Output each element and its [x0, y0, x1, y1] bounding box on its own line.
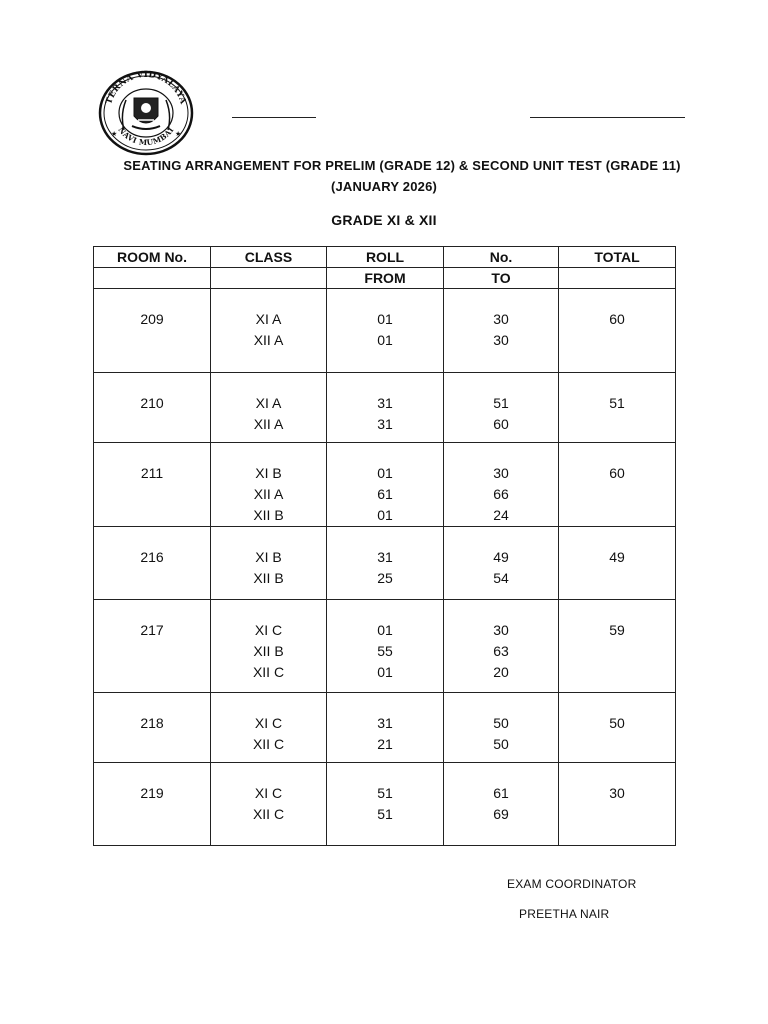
- roll-to-cell: [444, 373, 559, 443]
- roll-from-cell: [327, 527, 444, 600]
- document-title: SEATING ARRANGEMENT FOR PRELIM (GRADE 12) & SECOND UNIT TEST (GRADE 11): [123, 158, 681, 173]
- header-class: CLASS: [211, 247, 327, 268]
- roll-from-cell-value: 01: [377, 506, 393, 523]
- class-cell-value: XI B: [255, 549, 282, 565]
- table-row: [94, 763, 676, 846]
- class-cell-value: XII C: [252, 805, 285, 822]
- roll-to-cell: [444, 289, 559, 373]
- roll-to-cell: [444, 763, 559, 846]
- total-cell: [559, 373, 676, 443]
- total-cell-value: 60: [609, 465, 625, 481]
- roll-to-cell-value: 61: [493, 785, 509, 801]
- roll-from-cell-value: 51: [377, 785, 393, 801]
- room-cell-value: 218: [140, 715, 164, 731]
- seating-table: [93, 246, 676, 846]
- class-cell-value: XII B: [253, 569, 284, 586]
- total-cell: [559, 763, 676, 846]
- roll-to-cell-value: 63: [493, 642, 509, 659]
- roll-from-cell-value: 61: [377, 485, 393, 502]
- table-row: [94, 600, 676, 693]
- class-cell: [211, 443, 327, 527]
- table-row: [94, 373, 676, 443]
- roll-from-cell-value: 01: [377, 311, 393, 327]
- room-cell: [94, 763, 211, 846]
- coordinator-name: PREETHA NAIR: [519, 907, 610, 921]
- svg-text:TERNA VIDYALAYA: TERNA VIDYALAYA: [104, 70, 188, 106]
- roll-to-cell-value: 24: [493, 506, 509, 523]
- roll-to-cell-value: 60: [493, 415, 509, 432]
- header-no: No.: [444, 247, 559, 268]
- room-cell-value: 209: [140, 311, 164, 327]
- roll-to-cell-value: 30: [493, 331, 509, 348]
- class-cell-value: XI B: [255, 465, 282, 481]
- class-cell-value: XII C: [252, 735, 285, 752]
- total-cell: [559, 527, 676, 600]
- roll-to-cell-value: 69: [493, 805, 509, 822]
- room-cell: [94, 527, 211, 600]
- room-cell-value: 211: [140, 465, 164, 481]
- header-total: TOTAL: [559, 247, 676, 268]
- roll-to-cell-value: 30: [493, 622, 509, 638]
- table-row: [94, 527, 676, 600]
- roll-to-cell-value: 30: [493, 465, 509, 481]
- roll-to-cell: [444, 527, 559, 600]
- roll-to-cell: [444, 693, 559, 763]
- header-row: [94, 247, 676, 268]
- subheader-empty-total: [559, 268, 676, 289]
- roll-from-cell-value: 31: [377, 549, 393, 565]
- total-cell-value: 51: [609, 395, 625, 411]
- total-cell-value: 30: [609, 785, 625, 801]
- class-cell: [211, 763, 327, 846]
- svg-text:★: ★: [175, 131, 182, 138]
- table-row: [94, 443, 676, 527]
- total-cell: [559, 600, 676, 693]
- total-cell-value: 49: [609, 549, 625, 565]
- class-cell: [211, 600, 327, 693]
- total-cell-value: 50: [609, 715, 625, 731]
- roll-from-cell-value: 31: [377, 395, 393, 411]
- roll-from-cell-value: 01: [377, 331, 393, 348]
- roll-to-cell-value: 30: [493, 311, 509, 327]
- roll-from-cell: [327, 693, 444, 763]
- class-cell-value: XI C: [254, 622, 283, 638]
- class-cell-value: XII B: [253, 506, 284, 523]
- room-cell: [94, 373, 211, 443]
- signature-line-right: [530, 117, 685, 118]
- subheader-from: FROM: [327, 268, 444, 289]
- class-cell-value: XII A: [253, 485, 284, 502]
- seating-table-body: [94, 289, 676, 846]
- total-cell-value: 60: [609, 311, 625, 327]
- class-cell: [211, 693, 327, 763]
- room-cell: [94, 600, 211, 693]
- room-cell-value: 217: [140, 622, 164, 638]
- roll-to-cell-value: 66: [493, 485, 509, 502]
- class-cell-value: XII A: [253, 415, 284, 432]
- roll-to-cell: [444, 600, 559, 693]
- room-cell: [94, 693, 211, 763]
- roll-to-cell-value: 51: [493, 395, 509, 411]
- total-cell-value: 59: [609, 622, 625, 638]
- roll-from-cell-value: 31: [377, 715, 393, 731]
- room-cell-value: 219: [140, 785, 164, 801]
- class-cell-value: XI A: [255, 395, 282, 411]
- roll-from-cell: [327, 373, 444, 443]
- subheader-row: [94, 268, 676, 289]
- table-row: [94, 693, 676, 763]
- roll-from-cell: [327, 600, 444, 693]
- roll-to-cell-value: 50: [493, 735, 509, 752]
- roll-to-cell-value: 49: [493, 549, 509, 565]
- roll-to-cell-value: 54: [493, 569, 509, 586]
- total-cell: [559, 443, 676, 527]
- class-cell: [211, 527, 327, 600]
- room-cell: [94, 443, 211, 527]
- total-cell: [559, 693, 676, 763]
- class-cell-value: XII B: [253, 642, 284, 659]
- class-cell-value: XI A: [255, 311, 282, 327]
- roll-from-cell-value: 25: [377, 569, 393, 586]
- school-logo: [98, 70, 194, 156]
- room-cell: [94, 289, 211, 373]
- table-row: [94, 289, 676, 373]
- roll-from-cell-value: 51: [377, 805, 393, 822]
- class-cell: [211, 289, 327, 373]
- grade-heading: GRADE XI & XII: [331, 212, 437, 228]
- coordinator-role: EXAM COORDINATOR: [507, 877, 637, 891]
- document-date: (JANUARY 2026): [330, 179, 438, 194]
- roll-from-cell-value: 21: [377, 735, 393, 752]
- roll-from-cell: [327, 763, 444, 846]
- roll-from-cell-value: 01: [377, 465, 393, 481]
- room-cell-value: 216: [140, 549, 164, 565]
- roll-to-cell-value: 20: [493, 663, 509, 680]
- roll-from-cell-value: 31: [377, 415, 393, 432]
- subheader-to: TO: [444, 268, 559, 289]
- room-cell-value: 210: [140, 395, 164, 411]
- roll-from-cell: [327, 289, 444, 373]
- class-cell: [211, 373, 327, 443]
- subheader-empty-class: [211, 268, 327, 289]
- header-roll: ROLL: [327, 247, 444, 268]
- class-cell-value: XI C: [254, 715, 283, 731]
- roll-to-cell: [444, 443, 559, 527]
- svg-text:★: ★: [111, 131, 118, 138]
- total-cell: [559, 289, 676, 373]
- svg-text:NAVI MUMBAI: NAVI MUMBAI: [116, 125, 176, 148]
- signature-line-left: [232, 117, 316, 118]
- header-room: ROOM No.: [94, 247, 211, 268]
- class-cell-value: XII C: [252, 663, 285, 680]
- class-cell-value: XI C: [254, 785, 283, 801]
- roll-from-cell-value: 55: [377, 642, 393, 659]
- roll-from-cell-value: 01: [377, 663, 393, 680]
- roll-to-cell-value: 50: [493, 715, 509, 731]
- class-cell-value: XII A: [253, 331, 284, 348]
- roll-from-cell: [327, 443, 444, 527]
- roll-from-cell-value: 01: [377, 622, 393, 638]
- subheader-empty-room: [94, 268, 211, 289]
